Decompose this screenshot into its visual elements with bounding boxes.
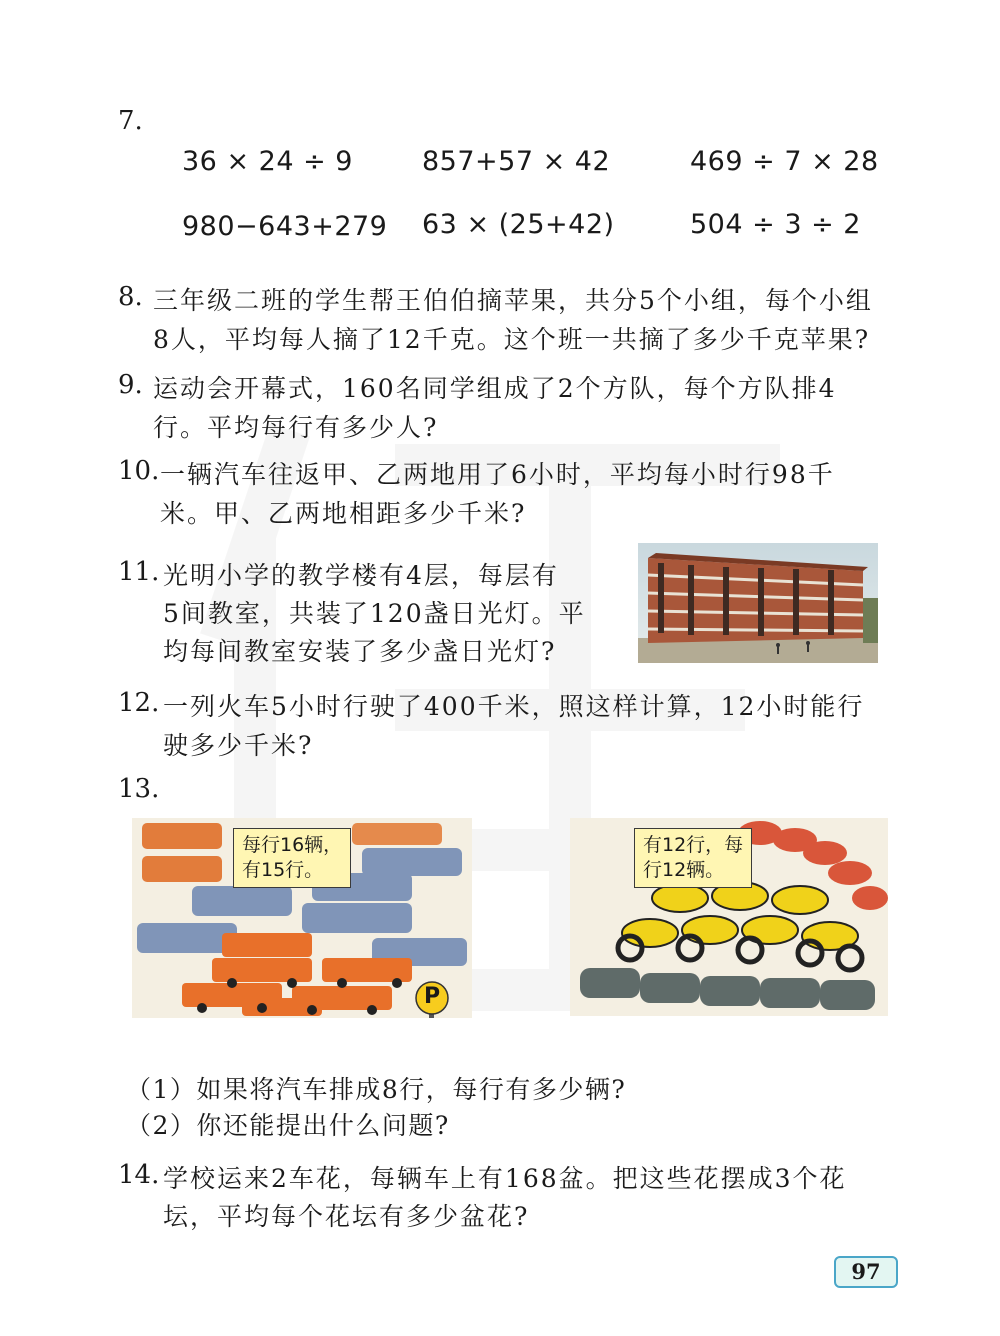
q13-subquestion: （1）如果将汽车排成8行，每行有多少辆? bbox=[126, 1075, 627, 1104]
expression: 36 × 24 ÷ 9 bbox=[182, 146, 353, 177]
school-building-photo bbox=[638, 543, 878, 663]
callout-line: 每行16辆， bbox=[242, 834, 343, 856]
q13-number: 13. bbox=[118, 774, 160, 804]
expression: 469 ÷ 7 × 28 bbox=[690, 146, 879, 177]
cars-callout bbox=[233, 828, 351, 888]
q12-number: 12. bbox=[118, 688, 160, 718]
q11-line: 光明小学的教学楼有4层，每层有 bbox=[163, 561, 559, 590]
q12-line: 一列火车5小时行驶了400千米，照这样计算，12小时能行 bbox=[163, 692, 865, 721]
callout-line: 行12辆。 bbox=[643, 859, 725, 881]
q8-line: 三年级二班的学生帮王伯伯摘苹果，共分5个小组，每个小组 bbox=[153, 286, 873, 315]
q9-number: 9. bbox=[118, 370, 143, 400]
q10-line: 一辆汽车往返甲、乙两地用了6小时，平均每小时行98千 bbox=[160, 460, 835, 489]
q9-line: 行。平均每行有多少人? bbox=[153, 413, 439, 442]
q11-number: 11. bbox=[118, 557, 160, 587]
q14-number: 14. bbox=[118, 1160, 160, 1190]
q13-subquestion: （2）你还能提出什么问题? bbox=[126, 1111, 450, 1140]
q14-line: 坛，平均每个花坛有多少盆花? bbox=[163, 1202, 530, 1231]
q11-line: 5间教室，共装了120盏日光灯。平 bbox=[163, 599, 586, 628]
q9-line: 运动会开幕式，160名同学组成了2个方队，每个方队排4 bbox=[153, 374, 837, 403]
q8-line: 8人，平均每人摘了12千克。这个班一共摘了多少千克苹果? bbox=[153, 325, 871, 354]
q14-line: 学校运来2车花，每辆车上有168盆。把这些花摆成3个花 bbox=[163, 1164, 847, 1193]
q10-line: 米。甲、乙两地相距多少千米? bbox=[160, 499, 527, 528]
page-number: 97 bbox=[834, 1256, 898, 1288]
q10-number: 10. bbox=[118, 456, 160, 486]
q11-line: 均每间教室安装了多少盏日光灯? bbox=[163, 637, 557, 666]
expression: 980−643+279 bbox=[182, 211, 388, 242]
parking-sign-icon: P bbox=[423, 984, 441, 1009]
callout-line: 有12行，每 bbox=[643, 834, 744, 856]
q7-number: 7. bbox=[118, 106, 143, 136]
expression: 504 ÷ 3 ÷ 2 bbox=[690, 209, 861, 240]
expression: 857+57 × 42 bbox=[422, 146, 611, 177]
expression: 63 × (25+42) bbox=[422, 209, 615, 240]
q12-line: 驶多少千米? bbox=[163, 731, 314, 760]
q8-number: 8. bbox=[118, 282, 143, 312]
motorcycles-callout bbox=[634, 828, 752, 888]
callout-line: 有15行。 bbox=[242, 859, 324, 881]
